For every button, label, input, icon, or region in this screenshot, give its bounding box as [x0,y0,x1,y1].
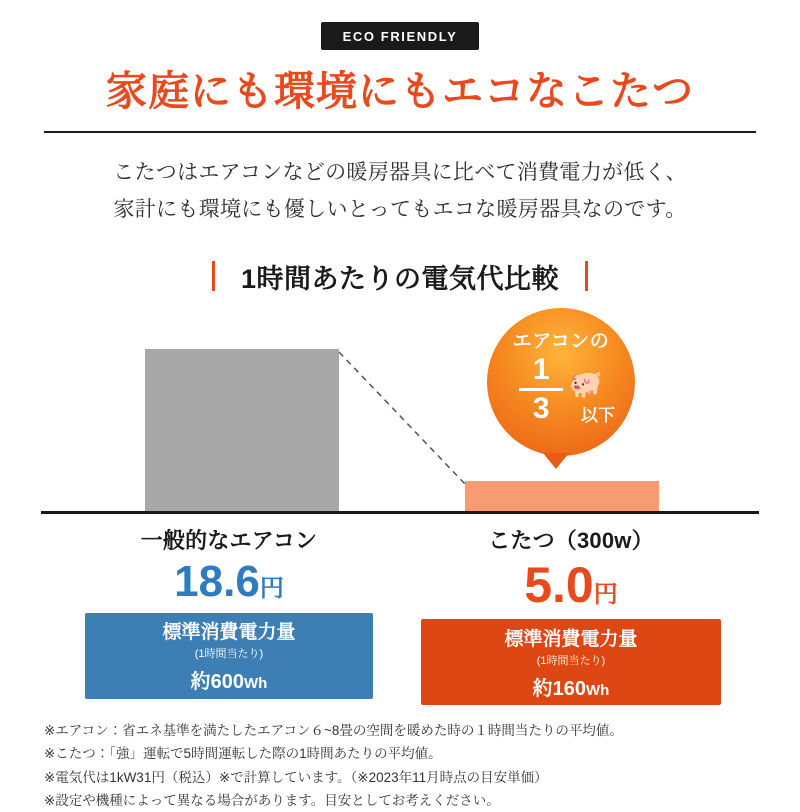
power-box-subtitle-aircon: (1時間当たり) [194,648,264,661]
badge-container [0,0,800,50]
column-label-aircon: 一般的なエアコン [140,527,318,553]
column-kotatsu [411,524,731,706]
price-unit-kotatsu: 円 [593,580,618,608]
section-heading [0,257,800,296]
section-heading-label: 1時間あたりの電気代比較 [240,263,559,294]
lead-paragraph [0,155,800,229]
power-box-subtitle-kotatsu: (1時間当たり) [536,654,606,667]
footnote-1: ※エアコン：省エネ基準を満たしたエアコン６~8畳の空間を暖めた時の１時間当たりの平均値。 [44,723,623,739]
price-unit-aircon: 円 [259,574,284,602]
lead-line-2: 家計にも環境にも優しいとってもエコな暖房器具なのです。 [113,197,687,221]
price-value-aircon: 18.6 [174,556,260,606]
price-aircon [69,556,389,606]
power-box-value-aircon [191,665,268,694]
power-value-unit-aircon: Wh [244,675,268,693]
bubble-fraction [519,352,563,425]
power-box-title-aircon: 標準消費電力量 [162,622,296,644]
column-aircon [69,524,389,706]
fraction-denominator: 3 [532,391,550,425]
fraction-bar [519,388,563,391]
page-title: 家庭にも環境にもエコなこたつ [106,68,694,114]
ratio-bubble [487,308,635,456]
power-box-title-kotatsu: 標準消費電力量 [504,628,638,650]
eco-friendly-badge: ECO FRIENDLY [321,22,480,50]
footnote-2: ※こたつ：「強」運転で5時間運転した際の1時間あたりの平均値。 [44,746,442,762]
footnotes [44,719,756,812]
section-bar-left [212,261,215,291]
title-divider [44,131,756,133]
power-value-number-aircon: 約600 [190,671,245,694]
bar-kotatsu [465,481,659,511]
power-box-aircon [85,613,373,699]
price-value-kotatsu: 5.0 [524,556,594,613]
comparison-columns [0,524,800,706]
footnote-3: ※電気代は1kW31円（税込）※で計算しています。（※2023年11月時点の目安単価） [44,769,548,785]
lead-line-1: こたつはエアコンなどの暖房器具に比べて消費電力が低く、 [113,161,687,185]
section-bar-right [585,261,588,291]
price-kotatsu [411,556,731,613]
chart-baseline [41,511,759,514]
bubble-top-label: エアコンの [512,330,610,352]
piggy-bank-icon: 🐖 [569,368,603,399]
power-box-value-kotatsu [533,672,610,701]
column-label-kotatsu: こたつ（300w） [488,527,654,553]
fraction-numerator: 1 [532,352,550,386]
bar-aircon [145,349,339,511]
comparison-chart [41,314,759,514]
power-value-number-kotatsu: 約160 [532,677,587,700]
footnote-4: ※設定や機種によって異なる場合があります。目安としてお考えください。 [44,792,500,808]
bubble-suffix-label: 以下 [581,405,615,425]
power-value-unit-kotatsu: Wh [586,681,610,699]
power-box-kotatsu [421,619,721,705]
